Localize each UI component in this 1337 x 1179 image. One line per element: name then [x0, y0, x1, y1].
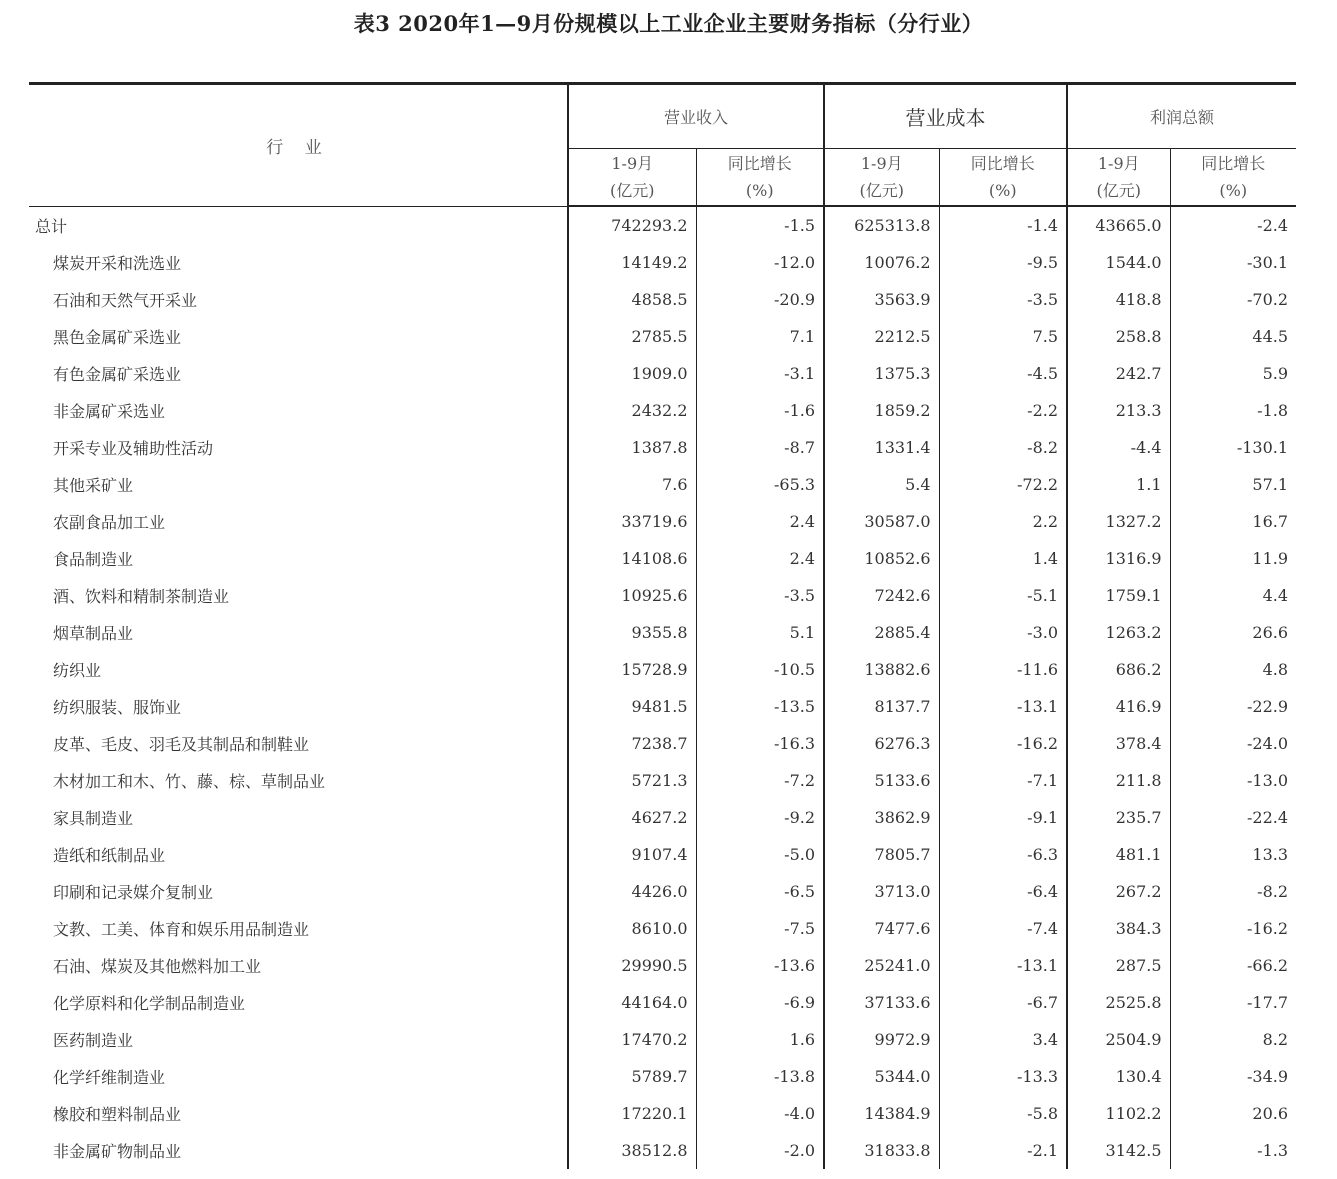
- table-body: [29, 206, 1296, 1169]
- profit-yoy: -66.2: [1170, 947, 1296, 984]
- cost-value: 37133.6: [824, 984, 939, 1021]
- cost-yoy: -13.1: [939, 947, 1067, 984]
- profit-yoy: -30.1: [1170, 244, 1296, 281]
- profit-yoy: -13.0: [1170, 762, 1296, 799]
- cost-value: 5.4: [824, 466, 939, 503]
- cost-value: 625313.8: [824, 206, 939, 244]
- revenue-value: 9481.5: [568, 688, 696, 725]
- industry-name: 印刷和记录媒介复制业: [53, 883, 214, 902]
- revenue-value: 14149.2: [568, 244, 696, 281]
- profit-yoy: -8.2: [1170, 873, 1296, 910]
- industry-name: 其他采矿业: [53, 476, 134, 495]
- table-row: [29, 725, 1296, 762]
- cost-value: 5133.6: [824, 762, 939, 799]
- industry-name: 纺织业: [53, 661, 102, 680]
- industry-name: 有色金属矿采选业: [53, 365, 182, 384]
- profit-value: 242.7: [1067, 355, 1170, 392]
- cost-yoy: -9.5: [939, 244, 1067, 281]
- table-row: [29, 614, 1296, 651]
- revenue-value: 15728.9: [568, 651, 696, 688]
- profit-value: 1327.2: [1067, 503, 1170, 540]
- cost-value: 3713.0: [824, 873, 939, 910]
- cost-yoy: -72.2: [939, 466, 1067, 503]
- profit-value: 1544.0: [1067, 244, 1170, 281]
- table-row: [29, 1058, 1296, 1095]
- revenue-period-header: 1-9月 (亿元): [568, 149, 696, 207]
- revenue-value: 7238.7: [568, 725, 696, 762]
- table-row: [29, 466, 1296, 503]
- cost-value: 10852.6: [824, 540, 939, 577]
- cost-value: 7242.6: [824, 577, 939, 614]
- cost-yoy: -4.5: [939, 355, 1067, 392]
- cost-yoy: -3.5: [939, 281, 1067, 318]
- cost-yoy: 2.2: [939, 503, 1067, 540]
- table-row: [29, 1095, 1296, 1132]
- profit-value: 213.3: [1067, 392, 1170, 429]
- profit-value: 416.9: [1067, 688, 1170, 725]
- revenue-yoy: -16.3: [696, 725, 824, 762]
- revenue-value: 33719.6: [568, 503, 696, 540]
- industry-name: 开采专业及辅助性活动: [53, 439, 214, 458]
- profit-value: 287.5: [1067, 947, 1170, 984]
- table-row: [29, 577, 1296, 614]
- revenue-yoy: -6.9: [696, 984, 824, 1021]
- cost-yoy: -7.1: [939, 762, 1067, 799]
- table-row: [29, 1132, 1296, 1169]
- revenue-value: 14108.6: [568, 540, 696, 577]
- revenue-yoy: -13.5: [696, 688, 824, 725]
- industry-name: 黑色金属矿采选业: [53, 328, 182, 347]
- revenue-yoy: -13.8: [696, 1058, 824, 1095]
- profit-value: 1102.2: [1067, 1095, 1170, 1132]
- cost-value: 31833.8: [824, 1132, 939, 1169]
- industry-name: 医药制造业: [53, 1031, 134, 1050]
- revenue-value: 742293.2: [568, 206, 696, 244]
- cost-value: 1375.3: [824, 355, 939, 392]
- revenue-yoy: -7.2: [696, 762, 824, 799]
- revenue-value: 1387.8: [568, 429, 696, 466]
- revenue-yoy: 1.6: [696, 1021, 824, 1058]
- cost-value: 2212.5: [824, 318, 939, 355]
- profit-value: 1759.1: [1067, 577, 1170, 614]
- table-row: [29, 540, 1296, 577]
- revenue-yoy: -9.2: [696, 799, 824, 836]
- revenue-value: 5721.3: [568, 762, 696, 799]
- table-row: [29, 873, 1296, 910]
- industry-name: 煤炭开采和洗选业: [53, 254, 182, 273]
- cost-value: 7805.7: [824, 836, 939, 873]
- revenue-yoy: -12.0: [696, 244, 824, 281]
- profit-yoy-header: 同比增长 (%): [1170, 149, 1296, 207]
- industry-name: 文教、工美、体育和娱乐用品制造业: [53, 920, 310, 939]
- profit-yoy: -130.1: [1170, 429, 1296, 466]
- revenue-yoy: -65.3: [696, 466, 824, 503]
- industry-name: 非金属矿物制品业: [53, 1142, 182, 1161]
- profit-yoy: 5.9: [1170, 355, 1296, 392]
- profit-value: 1263.2: [1067, 614, 1170, 651]
- revenue-value: 17470.2: [568, 1021, 696, 1058]
- industry-name: 造纸和纸制品业: [53, 846, 166, 865]
- industry-name: 食品制造业: [53, 550, 134, 569]
- revenue-yoy: 5.1: [696, 614, 824, 651]
- profit-yoy: -70.2: [1170, 281, 1296, 318]
- cost-yoy: -5.8: [939, 1095, 1067, 1132]
- cost-yoy: -6.7: [939, 984, 1067, 1021]
- revenue-value: 1909.0: [568, 355, 696, 392]
- cost-yoy: 1.4: [939, 540, 1067, 577]
- industry-name: 皮革、毛皮、羽毛及其制品和制鞋业: [53, 735, 310, 754]
- table-row: [29, 984, 1296, 1021]
- profit-yoy: -22.4: [1170, 799, 1296, 836]
- cost-value: 1331.4: [824, 429, 939, 466]
- revenue-yoy-header: 同比增长 (%): [696, 149, 824, 207]
- profit-value: 2504.9: [1067, 1021, 1170, 1058]
- revenue-value: 9355.8: [568, 614, 696, 651]
- profit-yoy: 16.7: [1170, 503, 1296, 540]
- table-row: [29, 836, 1296, 873]
- profit-yoy: -22.9: [1170, 688, 1296, 725]
- revenue-value: 2785.5: [568, 318, 696, 355]
- profit-value: 235.7: [1067, 799, 1170, 836]
- cost-value: 3862.9: [824, 799, 939, 836]
- table-row: [29, 503, 1296, 540]
- profit-value: 384.3: [1067, 910, 1170, 947]
- table-row: [29, 429, 1296, 466]
- revenue-yoy: -6.5: [696, 873, 824, 910]
- industry-name: 总计: [35, 216, 68, 236]
- cost-value: 1859.2: [824, 392, 939, 429]
- cost-yoy: -8.2: [939, 429, 1067, 466]
- profit-yoy: 26.6: [1170, 614, 1296, 651]
- profit-yoy: 4.8: [1170, 651, 1296, 688]
- cost-value: 6276.3: [824, 725, 939, 762]
- revenue-yoy: -10.5: [696, 651, 824, 688]
- industry-name: 化学纤维制造业: [53, 1068, 166, 1087]
- profit-value: 2525.8: [1067, 984, 1170, 1021]
- revenue-header: 营业收入: [568, 84, 824, 149]
- revenue-yoy: -13.6: [696, 947, 824, 984]
- cost-yoy: -5.1: [939, 577, 1067, 614]
- revenue-value: 4426.0: [568, 873, 696, 910]
- profit-yoy: -17.7: [1170, 984, 1296, 1021]
- profit-yoy: 57.1: [1170, 466, 1296, 503]
- revenue-yoy: -3.5: [696, 577, 824, 614]
- cost-value: 5344.0: [824, 1058, 939, 1095]
- table-row: [29, 318, 1296, 355]
- profit-value: 211.8: [1067, 762, 1170, 799]
- industry-name: 非金属矿采选业: [53, 402, 166, 421]
- revenue-yoy: -4.0: [696, 1095, 824, 1132]
- cost-yoy: -7.4: [939, 910, 1067, 947]
- revenue-yoy: -1.5: [696, 206, 824, 244]
- cost-yoy: -3.0: [939, 614, 1067, 651]
- profit-header: 利润总额: [1067, 84, 1296, 149]
- cost-yoy: 3.4: [939, 1021, 1067, 1058]
- cost-yoy: -13.1: [939, 688, 1067, 725]
- profit-value: 378.4: [1067, 725, 1170, 762]
- cost-value: 30587.0: [824, 503, 939, 540]
- industry-name: 石油、煤炭及其他燃料加工业: [53, 957, 262, 976]
- table-row: [29, 762, 1296, 799]
- revenue-yoy: 2.4: [696, 503, 824, 540]
- revenue-value: 2432.2: [568, 392, 696, 429]
- cost-yoy: -16.2: [939, 725, 1067, 762]
- revenue-yoy: -5.0: [696, 836, 824, 873]
- cost-yoy: 7.5: [939, 318, 1067, 355]
- profit-value: 686.2: [1067, 651, 1170, 688]
- cost-value: 3563.9: [824, 281, 939, 318]
- cost-value: 7477.6: [824, 910, 939, 947]
- revenue-yoy: -7.5: [696, 910, 824, 947]
- profit-yoy: -2.4: [1170, 206, 1296, 244]
- cost-value: 13882.6: [824, 651, 939, 688]
- table-row: [29, 281, 1296, 318]
- industry-header: 行 业: [29, 84, 568, 207]
- profit-yoy: 4.4: [1170, 577, 1296, 614]
- table-row: [29, 206, 1296, 244]
- revenue-value: 10925.6: [568, 577, 696, 614]
- revenue-yoy: -8.7: [696, 429, 824, 466]
- cost-yoy-header: 同比增长 (%): [939, 149, 1067, 207]
- industry-name: 酒、饮料和精制茶制造业: [53, 587, 230, 606]
- table-row: [29, 1021, 1296, 1058]
- profit-value: 267.2: [1067, 873, 1170, 910]
- industry-name: 木材加工和木、竹、藤、棕、草制品业: [53, 772, 326, 791]
- industry-name: 家具制造业: [53, 809, 134, 828]
- revenue-yoy: -3.1: [696, 355, 824, 392]
- revenue-value: 8610.0: [568, 910, 696, 947]
- revenue-value: 29990.5: [568, 947, 696, 984]
- revenue-value: 7.6: [568, 466, 696, 503]
- revenue-yoy: 7.1: [696, 318, 824, 355]
- revenue-value: 4858.5: [568, 281, 696, 318]
- profit-yoy: -34.9: [1170, 1058, 1296, 1095]
- profit-yoy: -24.0: [1170, 725, 1296, 762]
- cost-value: 2885.4: [824, 614, 939, 651]
- cost-period-header: 1-9月 (亿元): [824, 149, 939, 207]
- industry-name: 石油和天然气开采业: [53, 291, 198, 310]
- profit-yoy: 11.9: [1170, 540, 1296, 577]
- profit-value: 1.1: [1067, 466, 1170, 503]
- profit-value: 1316.9: [1067, 540, 1170, 577]
- financial-indicators-table: [29, 82, 1296, 1169]
- profit-yoy: 13.3: [1170, 836, 1296, 873]
- cost-value: 14384.9: [824, 1095, 939, 1132]
- revenue-yoy: -1.6: [696, 392, 824, 429]
- cost-yoy: -2.2: [939, 392, 1067, 429]
- revenue-value: 5789.7: [568, 1058, 696, 1095]
- cost-yoy: -6.3: [939, 836, 1067, 873]
- table-row: [29, 355, 1296, 392]
- table-row: [29, 947, 1296, 984]
- industry-name: 烟草制品业: [53, 624, 134, 643]
- profit-value: -4.4: [1067, 429, 1170, 466]
- cost-header: 营业成本: [824, 84, 1067, 149]
- revenue-value: 38512.8: [568, 1132, 696, 1169]
- table-row: [29, 910, 1296, 947]
- cost-value: 10076.2: [824, 244, 939, 281]
- revenue-value: 44164.0: [568, 984, 696, 1021]
- profit-value: 130.4: [1067, 1058, 1170, 1095]
- profit-yoy: 20.6: [1170, 1095, 1296, 1132]
- profit-value: 43665.0: [1067, 206, 1170, 244]
- table-title: 表3 2020年1—9月份规模以上工业企业主要财务指标（分行业）: [353, 11, 984, 36]
- revenue-yoy: -20.9: [696, 281, 824, 318]
- table-row: [29, 799, 1296, 836]
- revenue-value: 4627.2: [568, 799, 696, 836]
- profit-value: 418.8: [1067, 281, 1170, 318]
- industry-name: 化学原料和化学制品制造业: [53, 994, 246, 1013]
- table-row: [29, 244, 1296, 281]
- profit-yoy: -1.8: [1170, 392, 1296, 429]
- revenue-yoy: -2.0: [696, 1132, 824, 1169]
- profit-value: 3142.5: [1067, 1132, 1170, 1169]
- revenue-yoy: 2.4: [696, 540, 824, 577]
- table-row: [29, 651, 1296, 688]
- cost-yoy: -2.1: [939, 1132, 1067, 1169]
- profit-yoy: 44.5: [1170, 318, 1296, 355]
- industry-name: 橡胶和塑料制品业: [53, 1105, 182, 1124]
- table-row: [29, 688, 1296, 725]
- profit-value: 481.1: [1067, 836, 1170, 873]
- table-row: [29, 392, 1296, 429]
- cost-value: 25241.0: [824, 947, 939, 984]
- profit-yoy: 8.2: [1170, 1021, 1296, 1058]
- cost-value: 8137.7: [824, 688, 939, 725]
- cost-value: 9972.9: [824, 1021, 939, 1058]
- revenue-value: 17220.1: [568, 1095, 696, 1132]
- profit-yoy: -16.2: [1170, 910, 1296, 947]
- profit-value: 258.8: [1067, 318, 1170, 355]
- cost-yoy: -6.4: [939, 873, 1067, 910]
- industry-name: 纺织服装、服饰业: [53, 698, 182, 717]
- cost-yoy: -13.3: [939, 1058, 1067, 1095]
- profit-period-header: 1-9月 (亿元): [1067, 149, 1170, 207]
- cost-yoy: -11.6: [939, 651, 1067, 688]
- profit-yoy: -1.3: [1170, 1132, 1296, 1169]
- revenue-value: 9107.4: [568, 836, 696, 873]
- industry-name: 农副食品加工业: [53, 513, 166, 532]
- cost-yoy: -9.1: [939, 799, 1067, 836]
- cost-yoy: -1.4: [939, 206, 1067, 244]
